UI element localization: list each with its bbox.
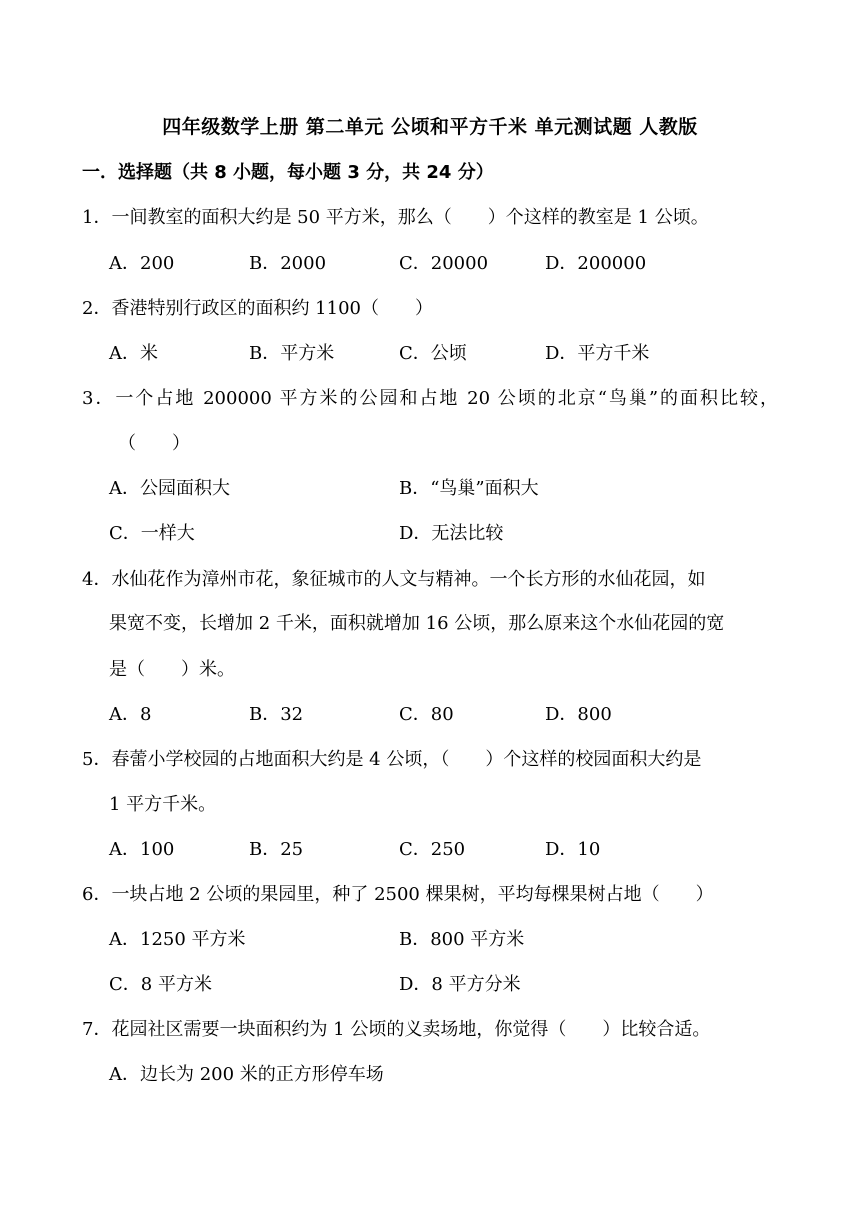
question-1-option-c: C．20000 <box>399 253 489 274</box>
question-6-text: 6．一块占地 2 公顷的果园里，种了 2500 棵果树，平均每棵果树占地（ ） <box>82 884 714 905</box>
question-6-option-b: B．800 平方米 <box>399 929 525 950</box>
question-2-text: 2．香港特别行政区的面积约 1100（ ） <box>82 298 433 319</box>
question-3-text: 3．一个占地 200000 平方米的公园和占地 20 公顷的北京“鸟巢”的面积比较， <box>82 388 778 409</box>
question-5-text-cont: 1 平方千米。 <box>109 794 217 815</box>
question-1-text: 1．一间教室的面积大约是 50 平方米，那么（ ）个这样的教室是 1 公顷。 <box>82 207 709 228</box>
question-4-text-cont-2: 是（ ）米。 <box>109 659 235 680</box>
question-3-text-cont: （ ） <box>118 433 190 454</box>
question-4-text-cont-1: 果宽不变，长增加 2 千米，面积就增加 16 公顷，那么原来这个水仙花园的宽 <box>109 613 725 634</box>
question-3-option-a: A．公园面积大 <box>109 478 230 499</box>
question-2-option-b: B．平方米 <box>249 343 335 364</box>
question-7-text: 7．花园社区需要一块面积约为 1 公顷的义卖场地，你觉得（ ）比较合适。 <box>82 1019 711 1040</box>
question-4-option-b: B．32 <box>249 704 304 725</box>
question-4-option-a: A．8 <box>109 704 152 725</box>
question-3-option-d: D．无法比较 <box>399 523 504 544</box>
question-3-option-c: C．一样大 <box>109 523 195 544</box>
question-6-option-d: D．8 平方分米 <box>399 974 521 995</box>
question-1-option-d: D．200000 <box>545 253 647 274</box>
question-3-option-b: B．“鸟巢”面积大 <box>399 478 539 499</box>
question-5-option-a: A．100 <box>109 839 175 860</box>
question-5-text: 5．春蕾小学校园的占地面积大约是 4 公顷，（ ）个这样的校园面积大约是 <box>82 749 702 770</box>
question-1-option-a: A．200 <box>109 253 175 274</box>
question-7-option-a: A．边长为 200 米的正方形停车场 <box>109 1064 384 1085</box>
question-4-text: 4．水仙花作为漳州市花，象征城市的人文与精神。一个长方形的水仙花园，如 <box>82 569 706 590</box>
question-1-option-b: B．2000 <box>249 253 327 274</box>
question-2-option-c: C．公顷 <box>399 343 467 364</box>
question-5-option-c: C．250 <box>399 839 466 860</box>
question-5-option-b: B．25 <box>249 839 304 860</box>
section-heading: 一．选择题（共 8 小题，每小题 3 分，共 24 分） <box>82 162 494 183</box>
question-5-option-d: D．10 <box>545 839 601 860</box>
question-4-option-c: C．80 <box>399 704 454 725</box>
question-6-option-a: A．1250 平方米 <box>109 929 246 950</box>
question-2-option-d: D．平方千米 <box>545 343 650 364</box>
question-6-option-c: C．8 平方米 <box>109 974 212 995</box>
question-2-option-a: A．米 <box>109 343 158 364</box>
question-4-option-d: D．800 <box>545 704 612 725</box>
page-title: 四年级数学上册 第二单元 公顷和平方千米 单元测试题 人教版 <box>162 116 698 138</box>
